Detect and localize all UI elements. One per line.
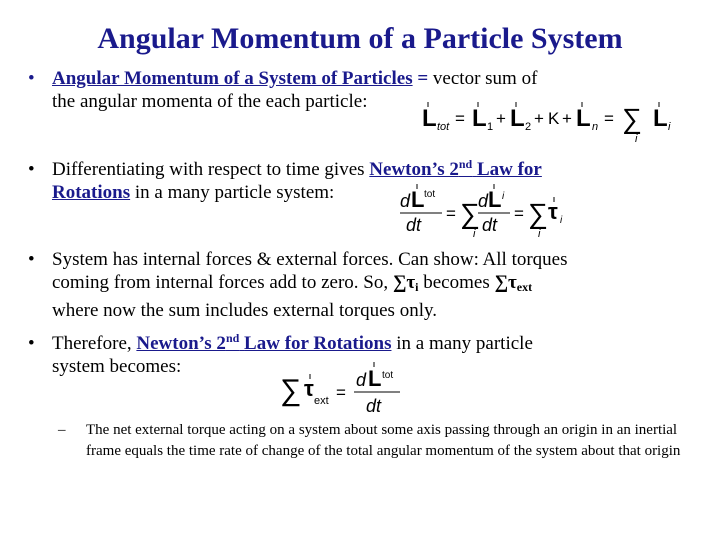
bullet-1-equals: =: [417, 68, 429, 89]
bullet-4-pre: Therefore,: [52, 333, 132, 354]
svg-text:L: L: [576, 105, 591, 132]
svg-text:=: =: [446, 204, 456, 223]
sub-bullet-text: The net external torque acting on a system about some axis passing through an origin in an inertial frame equals the time rate of change of the total angular momentum of the system about that origin: [86, 422, 681, 459]
sum-tau-i: $\sum\tau_i$: [392, 272, 419, 294]
formula-tau-ext: [280, 362, 420, 420]
svg-text:τ: τ: [548, 199, 558, 224]
svg-text:dt: dt: [406, 215, 422, 235]
bullet-2-highlight-2: Rotations: [52, 182, 131, 203]
svg-text:∑: ∑: [622, 103, 642, 134]
svg-text:2: 2: [525, 121, 532, 133]
svg-text:d: d: [356, 370, 367, 390]
svg-text:d: d: [400, 191, 411, 211]
slide-title: Angular Momentum of a Particle System: [97, 22, 623, 55]
bullet-1-line2: the angular momenta of the each particle:: [52, 91, 368, 112]
svg-text:τ: τ: [304, 376, 314, 401]
svg-text:L: L: [368, 366, 382, 391]
bullet-marker: •: [28, 333, 35, 354]
svg-text:∑: ∑: [280, 374, 302, 407]
formula-dl-dt: [398, 183, 578, 239]
bullet-marker: •: [28, 159, 35, 180]
svg-text:K: K: [548, 109, 560, 128]
svg-text:+: +: [496, 109, 506, 128]
bullet-marker: •: [28, 249, 35, 270]
bullet-2-highlight-1: Newton’s 2nd Law for: [369, 157, 542, 180]
formula-L: L: [422, 105, 437, 132]
svg-text:L: L: [488, 187, 502, 212]
svg-text:+: +: [534, 109, 544, 128]
bullet-1-highlight: Angular Momentum of a System of Particles: [52, 68, 413, 89]
bullet-2: [28, 158, 708, 208]
svg-text:L: L: [653, 105, 668, 132]
svg-text:tot: tot: [424, 189, 436, 200]
svg-text:=: =: [455, 109, 465, 128]
svg-text:=: =: [514, 204, 524, 223]
svg-text:d: d: [478, 191, 489, 211]
becomes-text: becomes: [423, 272, 490, 293]
bullet-3-line2: coming from internal forces add to zero. So,: [52, 272, 389, 293]
svg-text:=: =: [604, 109, 614, 128]
svg-text:L: L: [472, 105, 487, 132]
svg-text:tot: tot: [382, 370, 394, 381]
svg-text:i: i: [668, 121, 671, 133]
bullet-2-text: [52, 158, 692, 204]
svg-text:∑: ∑: [528, 198, 548, 229]
svg-text:ext: ext: [314, 395, 329, 407]
svg-text:L: L: [411, 187, 425, 212]
svg-text:n: n: [592, 121, 599, 133]
svg-text:∑: ∑: [460, 198, 480, 229]
svg-text:dt: dt: [366, 396, 382, 416]
sum-tau-ext: $\sum\tau_{ext}$: [494, 272, 533, 294]
svg-text:=: =: [336, 383, 346, 402]
svg-text:1: 1: [487, 121, 494, 133]
bullet-4-tail: in a many particle: [396, 333, 533, 354]
bullet-3-text: [52, 248, 692, 322]
bullet-3-line1: System has internal forces & external forces. Can show: All torques: [52, 249, 568, 270]
bullet-3: [28, 248, 708, 320]
sub-bullet-marker: –: [58, 422, 66, 438]
svg-text:i: i: [502, 191, 505, 202]
bullet-4-line2: system becomes:: [52, 356, 182, 377]
bullet-2-pre: Differentiating with respect to time gives: [52, 159, 365, 180]
svg-text:i: i: [538, 228, 541, 239]
svg-text:+: +: [562, 109, 572, 128]
formula-l-tot: [420, 96, 680, 144]
svg-text:L: L: [510, 105, 525, 132]
bullet-2-tail: in a many particle system:: [134, 182, 335, 203]
bullet-1-tail: vector sum of: [432, 68, 538, 89]
svg-text:i: i: [635, 133, 638, 144]
svg-text:i: i: [560, 215, 563, 226]
bullet-3-line3: where now the sum includes external torques only.: [52, 300, 438, 321]
svg-text:i: i: [473, 228, 476, 239]
svg-text:tot: tot: [437, 121, 450, 133]
bullet-marker: •: [28, 68, 35, 89]
svg-text:dt: dt: [482, 215, 498, 235]
bullet-4-highlight: Newton’s 2nd Law for Rotations: [136, 331, 392, 354]
